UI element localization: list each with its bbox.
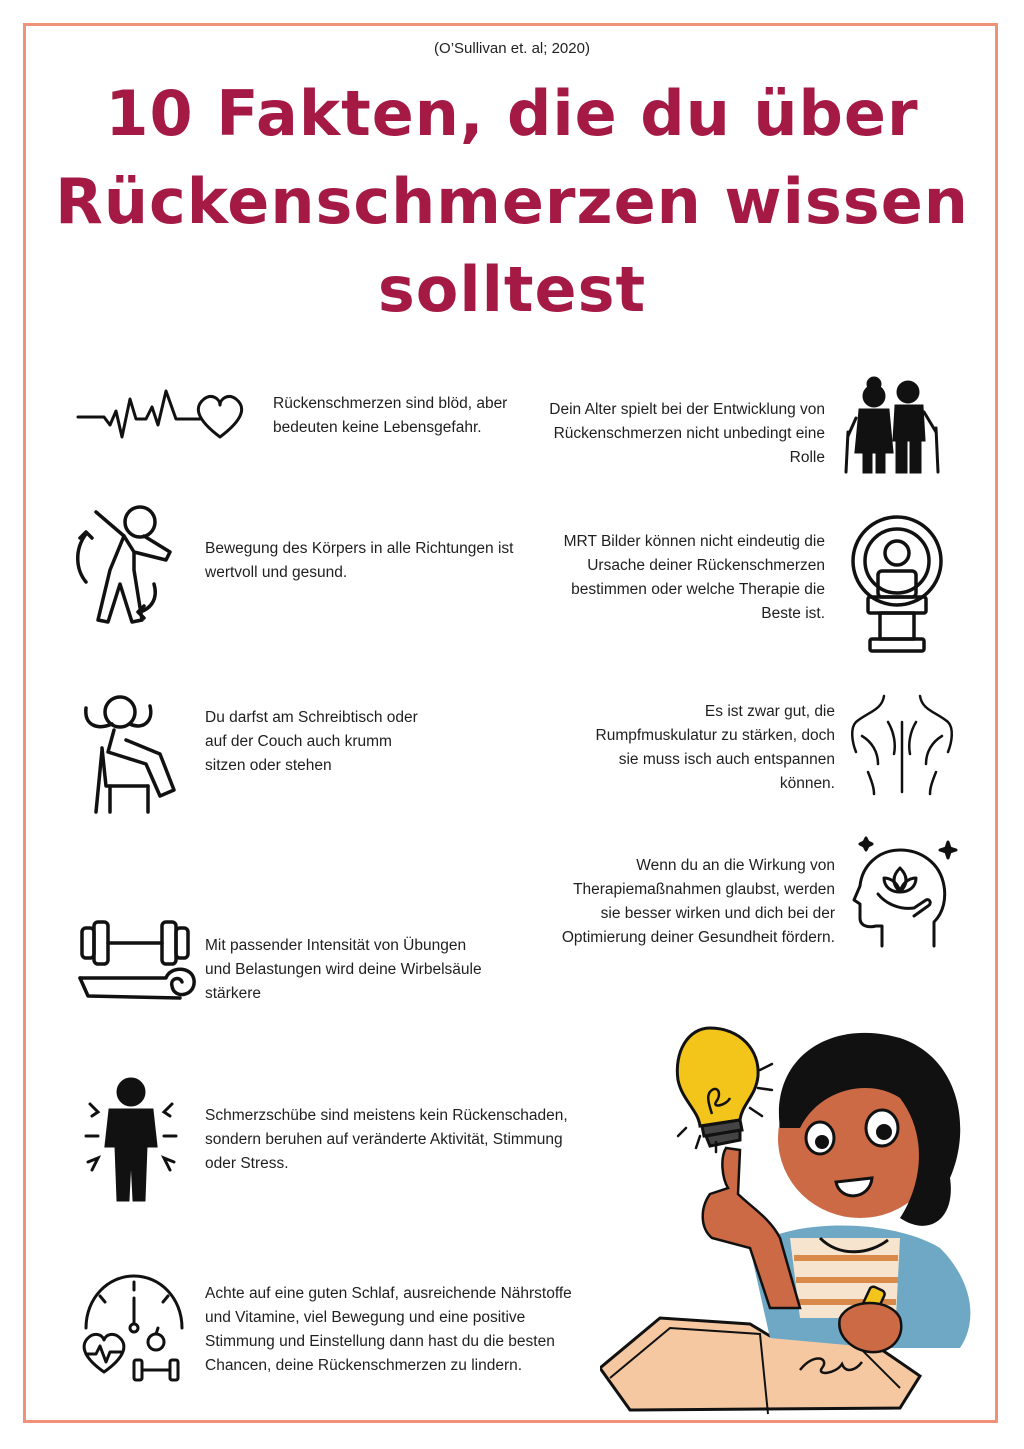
healthy-lifestyle-icon: [78, 1272, 190, 1388]
fact-text: Dein Alter spielt bei der Entwicklung von Rückenschmerzen nicht unbedingt eine Rolle: [549, 401, 825, 466]
fact-text: Schmerzschübe sind meistens kein Rückenschaden, sondern beruhen auf veränderte Aktivität, Stimmung oder Stress.: [205, 1107, 568, 1172]
elderly-couple-icon: [842, 376, 944, 474]
stretching-person-icon: [74, 500, 178, 628]
page-title: 10 Fakten, die du über Rückenschmerzen wissen solltest: [55, 77, 969, 326]
mind-lotus-icon: [848, 834, 958, 950]
mri-scanner-icon: [848, 513, 946, 655]
heartbeat-icon: [76, 385, 244, 445]
source-citation: (O’Sullivan et. al; 2020): [434, 40, 590, 57]
fact-text: Bewegung des Körpers in alle Richtungen ist wertvoll und gesund.: [205, 540, 514, 581]
fact-text: MRT Bilder können nicht eindeutig die Ursache deiner Rückenschmerzen bestimmen oder welche Therapie die Beste ist.: [563, 533, 825, 622]
fact-text: Du darfst am Schreibtisch oder auf der Couch auch krumm sitzen oder stehen: [205, 709, 418, 774]
fact-text: Mit passender Intensität von Übungen und Belastungen wird deine Wirbelsäule stärkere: [205, 937, 482, 1002]
fact-text: Rückenschmerzen sind blöd, aber bedeuten keine Lebensgefahr.: [273, 395, 508, 436]
relaxed-sitting-person-icon: [76, 690, 192, 816]
fact-text: Achte auf eine guten Schlaf, ausreichende Nährstoffe und Vitamine, viel Bewegung und eine positive Stimmung und Einstellung dann hast du die besten Chancen, deine Rückenschmerzen zu lindern.: [205, 1285, 572, 1374]
dumbbell-mat-icon: [76, 918, 200, 1004]
fact-text: Es ist zwar gut, die Rumpfmuskulatur zu stärken, doch sie muss isch auch entspannen können.: [595, 703, 835, 792]
back-muscles-icon: [848, 692, 956, 796]
pain-person-icon: [76, 1076, 186, 1204]
girl-with-lightbulb-illustration: [600, 1018, 1000, 1418]
fact-text: Wenn du an die Wirkung von Therapiemaßnahmen glaubst, werden sie besser wirken und dich bei der Optimierung deiner Gesundheit fördern.: [561, 857, 835, 946]
